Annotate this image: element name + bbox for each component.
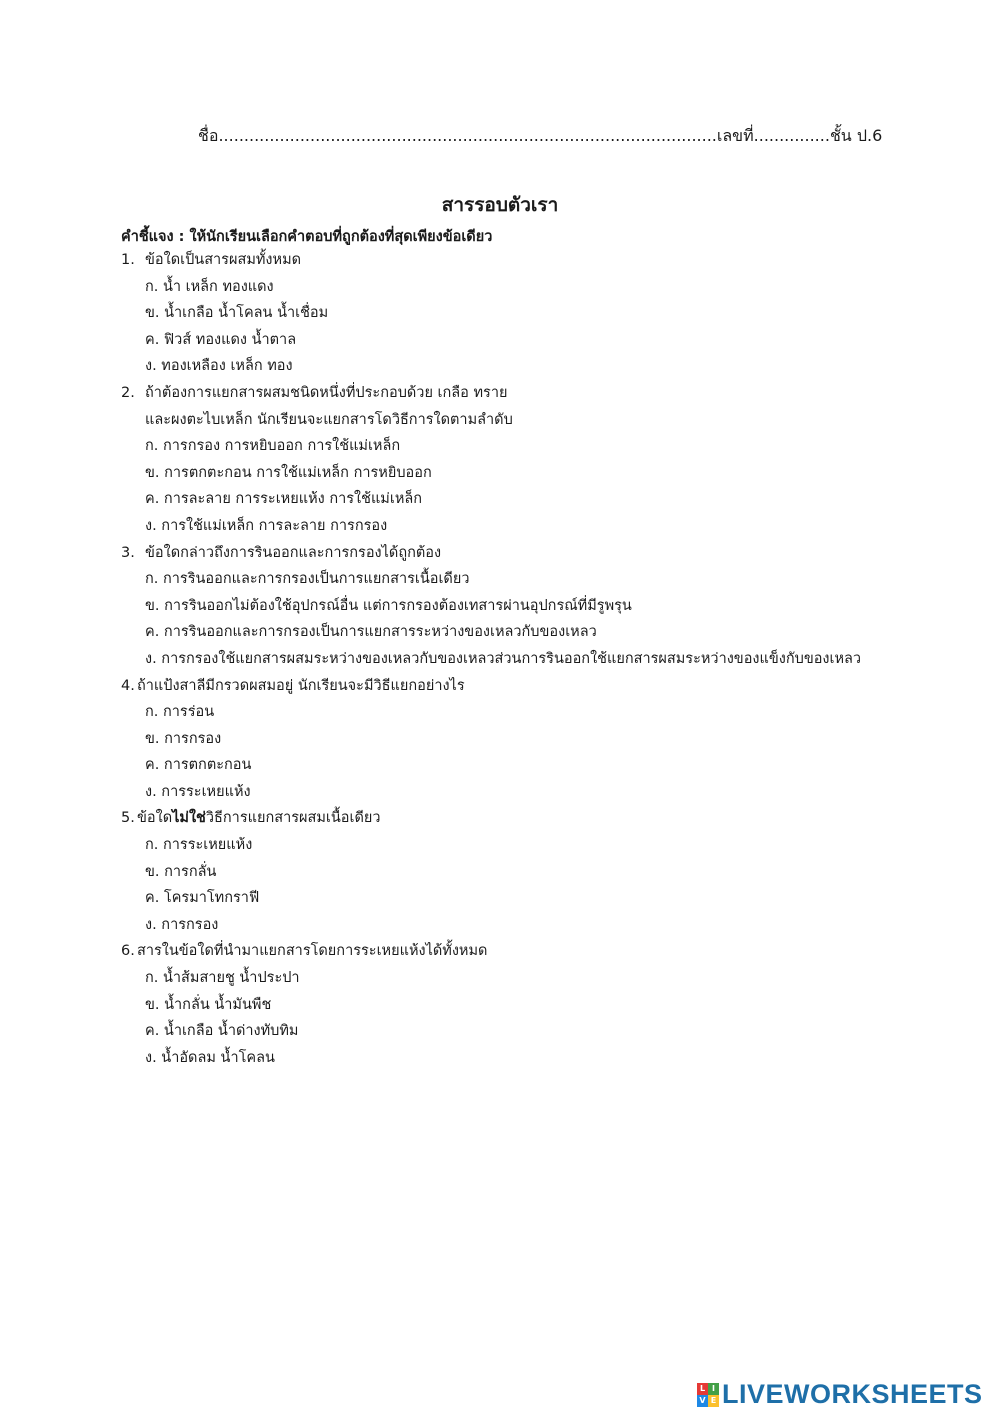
question-text: ถ้าแป้งสาลีมีกรวดผสมอยู่ นักเรียนจะมีวิธีแยกอย่างไร — [137, 677, 465, 694]
choice-1d[interactable]: ง. ทองเหลือง เหล็ก ทอง — [145, 358, 293, 375]
choice-6c[interactable]: ค. น้ำเกลือ น้ำด่างทับทิม — [145, 1023, 299, 1040]
logo-mark-v: V — [697, 1395, 708, 1407]
question-number: 6. — [121, 943, 135, 960]
question-number: 2. — [121, 384, 135, 401]
logo-mark-icon — [697, 1383, 719, 1407]
logo-mark-e: E — [708, 1395, 719, 1407]
choice-3c[interactable]: ค. การรินออกและการกรองเป็นการแยกสารระหว่างของเหลวกับของเหลว — [145, 624, 597, 641]
question-number: 4. — [121, 677, 135, 694]
question-6 — [121, 938, 981, 965]
question-4 — [121, 673, 981, 700]
question-2 — [121, 380, 981, 407]
choice-2b[interactable]: ข. การตกตะกอน การใช้แม่เหล็ก การหยิบออก — [145, 464, 432, 481]
choice-5d[interactable]: ง. การกรอง — [145, 916, 219, 933]
choice-4d[interactable]: ง. การระเหยแห้ง — [145, 783, 251, 800]
choice-4c[interactable]: ค. การตกตะกอน — [145, 757, 252, 774]
question-text-emphasis: ไม่ใช่ — [172, 810, 206, 827]
logo-mark-i: I — [708, 1383, 719, 1395]
question-5 — [121, 805, 981, 832]
instruction-text: คำชี้แจง : ให้นักเรียนเลือกคำตอบที่ถูกต้องที่สุดเพียงข้อเดียว — [121, 229, 493, 245]
choice-6b[interactable]: ข. น้ำกลั่น น้ำมันพืช — [145, 996, 272, 1013]
question-text: สารในข้อใดที่นำมาแยกสารโดยการระเหยแห้งได้ทั้งหมด — [137, 943, 488, 960]
choice-3a[interactable]: ก. การรินออกและการกรองเป็นการแยกสารเนื้อเดียว — [145, 571, 470, 588]
choice-3d[interactable]: ง. การกรองใช้แยกสารผสมระหว่างของเหลวกับของเหลวส่วนการรินออกใช้แยกสารผสมระหว่างของแข็งกับของเหลว — [145, 650, 862, 667]
logo-text: LIVEWORKSHEETS — [722, 1379, 983, 1409]
choice-4a[interactable]: ก. การร่อน — [145, 704, 215, 721]
choice-6d[interactable]: ง. น้ำอัดลม น้ำโคลน — [145, 1049, 275, 1066]
question-list — [121, 247, 981, 1071]
question-number: 3. — [121, 544, 135, 561]
question-3 — [121, 540, 981, 567]
question-text-pre: ข้อใด — [137, 810, 173, 827]
choice-1a[interactable]: ก. น้ำ เหล็ก ทองแดง — [145, 278, 274, 295]
choice-2d[interactable]: ง. การใช้แม่เหล็ก การละลาย การกรอง — [145, 517, 388, 534]
question-number: 5. — [121, 810, 135, 827]
choice-6a[interactable]: ก. น้ำส้มสายชู น้ำประปา — [145, 970, 300, 987]
choice-3b[interactable]: ข. การรินออกไม่ต้องใช้อุปกรณ์อื่น แต่การกรองต้องเทสารผ่านอุปกรณ์ที่มีรูพรุน — [145, 597, 632, 614]
question-number: 1. — [121, 252, 135, 268]
question-1 — [121, 247, 981, 274]
choice-2a[interactable]: ก. การกรอง การหยิบออก การใช้แม่เหล็ก — [145, 438, 401, 455]
choice-1b[interactable]: ข. น้ำเกลือ น้ำโคลน น้ำเชื่อม — [145, 305, 329, 322]
choice-1c[interactable]: ค. ฟิวส์ ทองแดง น้ำตาล — [145, 331, 297, 348]
question-text: ถ้าต้องการแยกสารผสมชนิดหนึ่งที่ประกอบด้วย เกลือ ทราย — [145, 384, 508, 401]
student-info-line: ชื่อ..................................................................................................เลขที่...............ชั้น ป.6 — [198, 126, 883, 145]
choice-5b[interactable]: ข. การกลั่น — [145, 863, 217, 880]
choice-4b[interactable]: ข. การกรอง — [145, 730, 222, 747]
choice-5c[interactable]: ค. โครมาโทกราฟี — [145, 890, 260, 907]
question-text: ข้อใดกล่าวถึงการรินออกและการกรองได้ถูกต้อง — [145, 544, 442, 561]
question-2-continued: และผงตะไบเหล็ก นักเรียนจะแยกสารโดวิธีการใดตามลำดับ — [145, 411, 513, 428]
worksheet-title: สารรอบตัวเรา — [441, 194, 559, 216]
choice-5a[interactable]: ก. การระเหยแห้ง — [145, 837, 253, 854]
question-text-post: วิธีการแยกสารผสมเนื้อเดียว — [205, 810, 381, 827]
logo-mark-l: L — [697, 1383, 708, 1395]
liveworksheets-logo[interactable] — [697, 1379, 983, 1410]
question-text: ข้อใดเป็นสารผสมทั้งหมด — [145, 252, 302, 268]
choice-2c[interactable]: ค. การละลาย การระเหยแห้ง การใช้แม่เหล็ก — [145, 491, 423, 508]
